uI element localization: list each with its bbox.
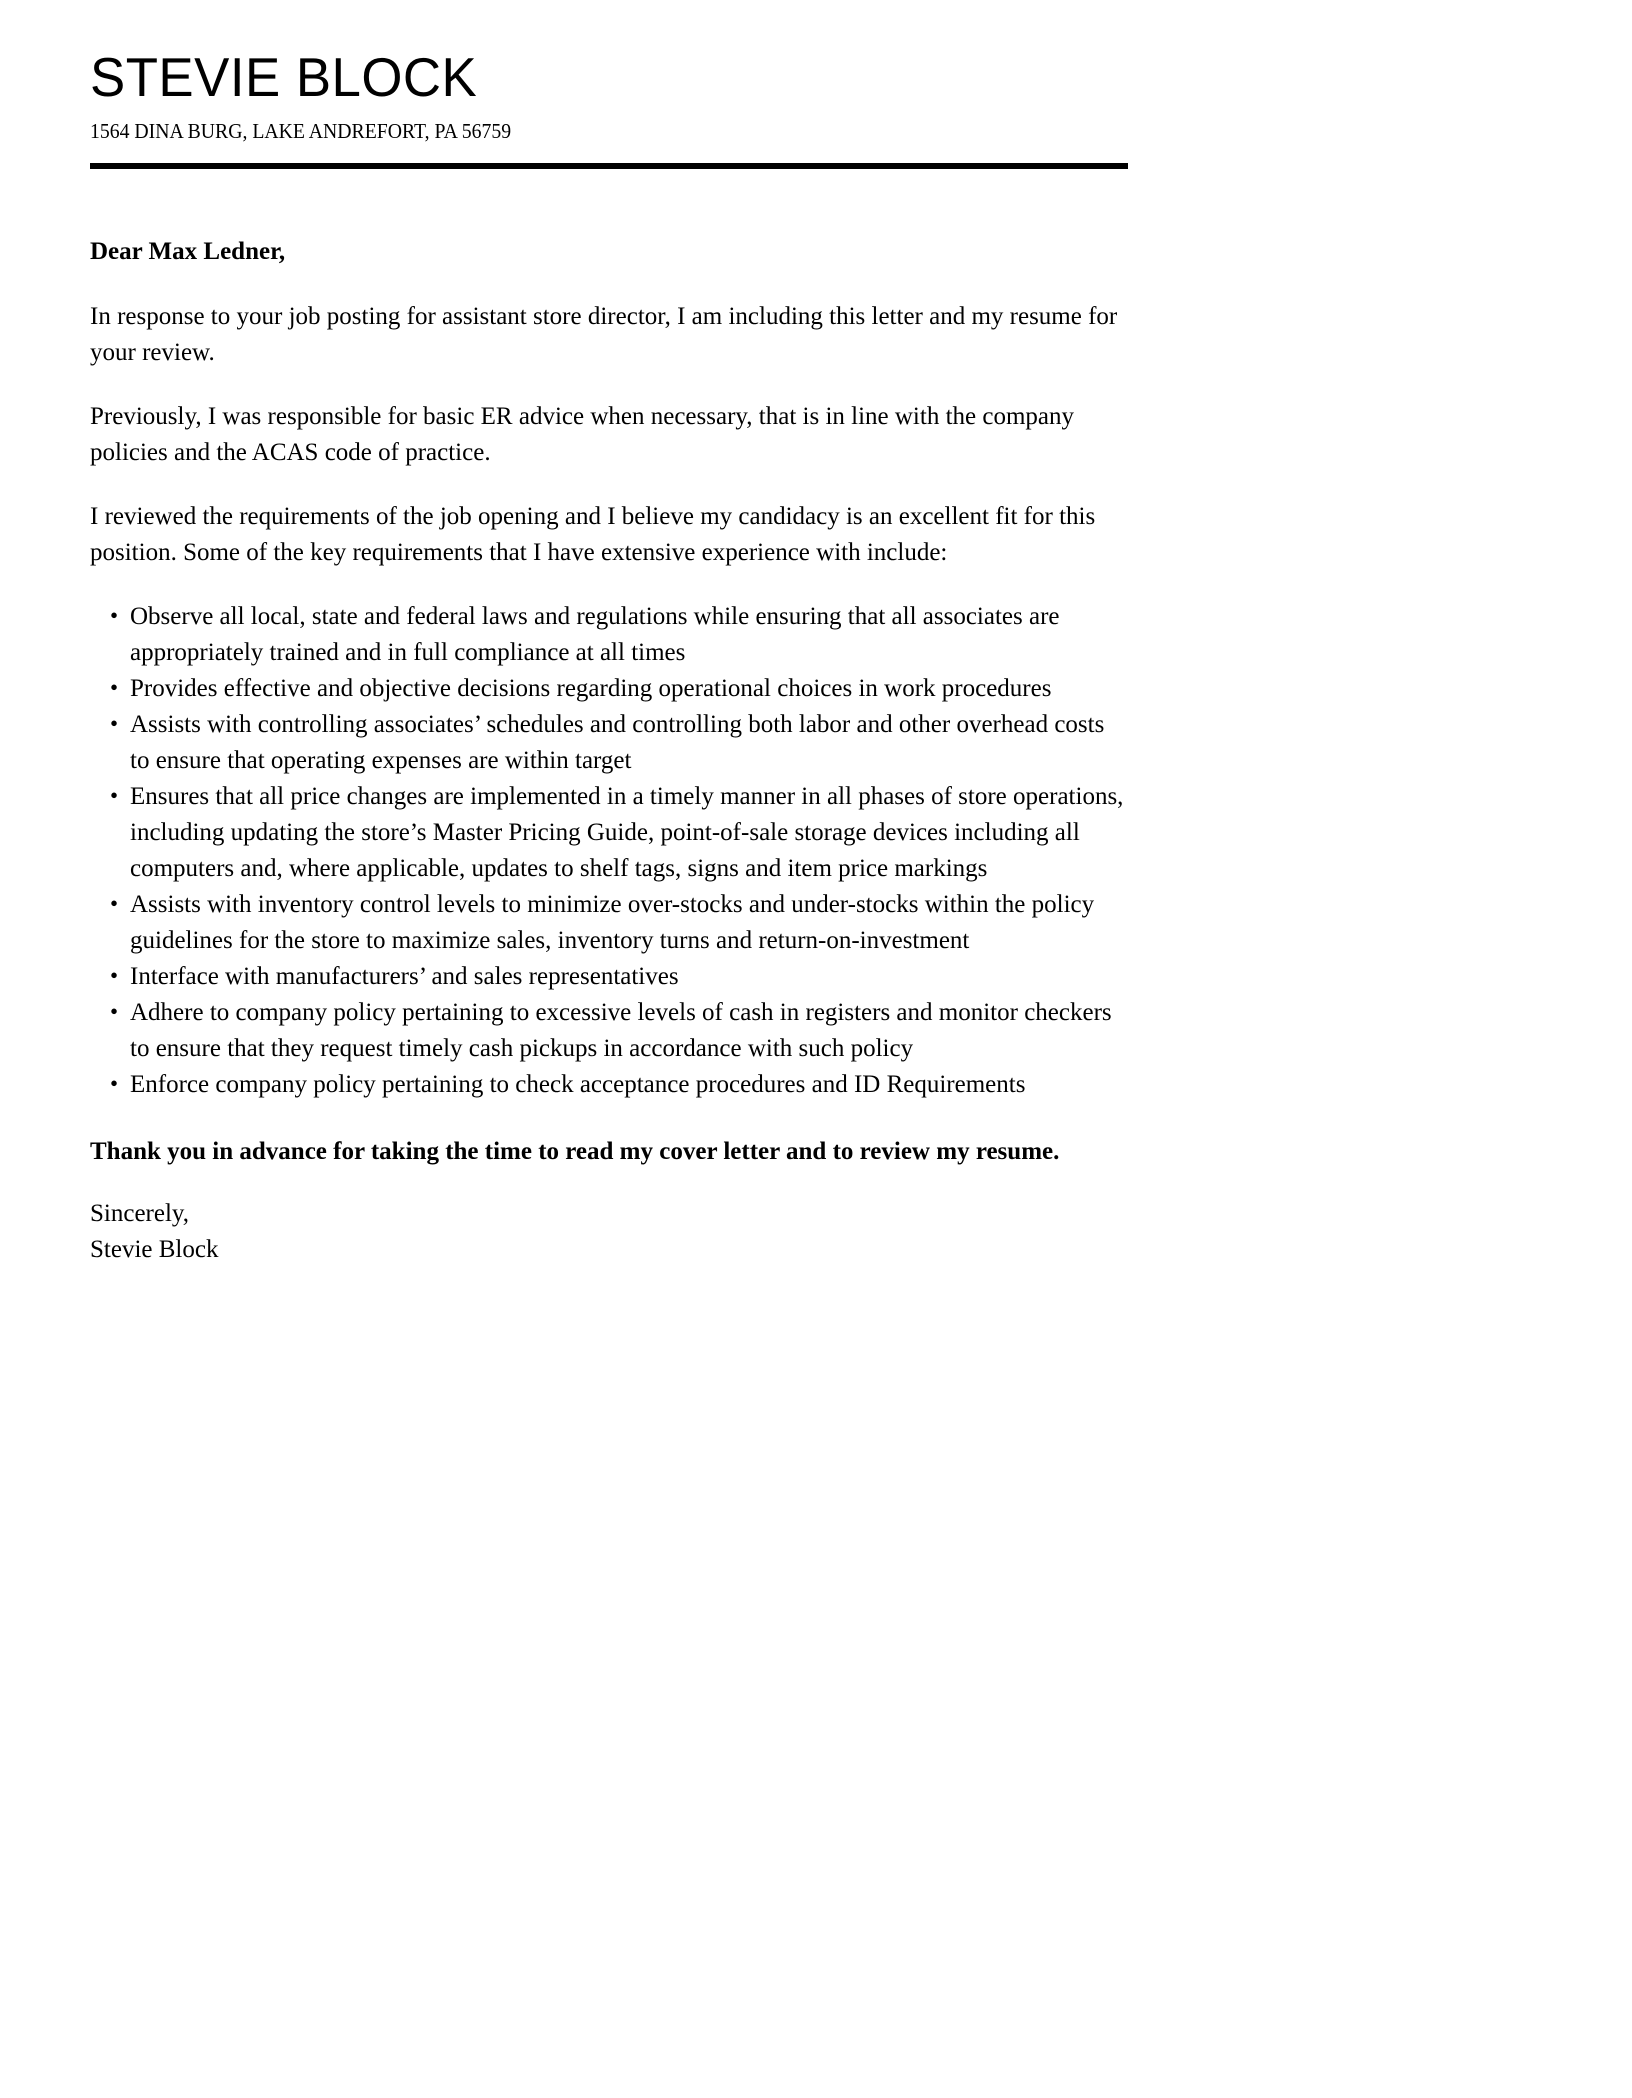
body-paragraph-1: In response to your job posting for assistant store director, I am including this letter and my resume for your review. — [90, 303, 1118, 366]
requirements-list — [90, 599, 1130, 1103]
header-divider — [90, 163, 1128, 169]
applicant-name: STEVIE BLOCK — [90, 46, 478, 108]
letterhead — [90, 0, 1130, 169]
closing-statement: Thank you in advance for taking the time to read my cover letter and to review my resume. — [90, 1138, 1060, 1165]
signature-block — [90, 1196, 1130, 1268]
list-item: • Adhere to company policy pertaining to excessive levels of cash in registers and monitor checkers to ensure that they request timely cash pickups in accordance with such policy — [90, 995, 1130, 1067]
list-item: • Observe all local, state and federal laws and regulations while ensuring that all associates are appropriately trained and in full compliance at all times — [90, 599, 1130, 671]
list-item: • Provides effective and objective decisions regarding operational choices in work procedures — [90, 671, 1130, 707]
applicant-address: 1564 DINA BURG, LAKE ANDREFORT, PA 56759 — [90, 119, 512, 143]
list-item: • Assists with controlling associates’ schedules and controlling both labor and other overhead costs to ensure that operating expenses are within target — [90, 707, 1130, 779]
list-item: • Ensures that all price changes are implemented in a timely manner in all phases of store operations, including updating the store’s Master Pricing Guide, point-of-sale storage devices including all computers and, where applicable, updates to shelf tags, signs and item price markings — [90, 779, 1130, 887]
body-paragraph-3: I reviewed the requirements of the job opening and I believe my candidacy is an excellent fit for this position. Some of the key requirements that I have extensive experience with include: — [90, 503, 1096, 566]
salutation: Dear Max Ledner, — [90, 238, 286, 265]
body-paragraph-2: Previously, I was responsible for basic ER advice when necessary, that is in line with the company policies and the ACAS code of practice. — [90, 403, 1075, 466]
list-item: • Interface with manufacturers’ and sales representatives — [90, 959, 1130, 995]
signature-name: Stevie Block — [90, 1236, 219, 1263]
letter-content — [90, 0, 1130, 1268]
signoff: Sincerely, — [90, 1200, 190, 1227]
list-item: • Assists with inventory control levels to minimize over-stocks and under-stocks within the policy guidelines for the store to maximize sales, inventory turns and return-on-investment — [90, 887, 1130, 959]
list-item: • Enforce company policy pertaining to check acceptance procedures and ID Requirements — [90, 1067, 1130, 1103]
letter-body — [90, 235, 1130, 1268]
